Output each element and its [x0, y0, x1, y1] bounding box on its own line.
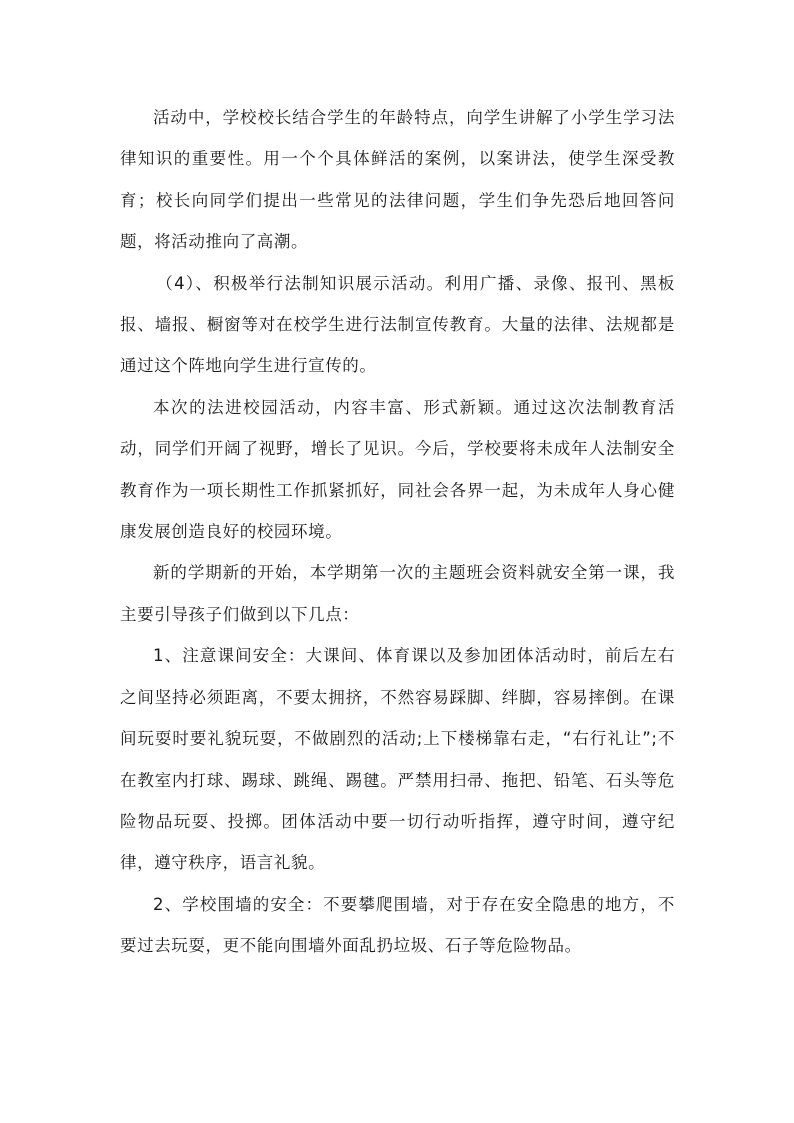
paragraph-wall-safety: 2、学校围墙的安全：不要攀爬围墙，对于存在安全隐患的地方，不要过去玩耍，更不能向围墙外面乱扔垃圾、石子等危险物品。	[120, 894, 675, 956]
document-page	[120, 97, 675, 967]
paragraph-legal-exhibition: （4）、积极举行法制知识展示活动。利用广播、录像、报刊、黑板报、墙报、橱窗等对在校学生进行法制宣传教育。大量的法律、法规都是通过这个阵地向学生进行宣传的。	[120, 273, 675, 376]
paragraph-activity-summary: 本次的法进校园活动，内容丰富、形式新颖。通过这次法制教育活动，同学们开阔了视野，增长了见识。今后，学校要将未成年人法制安全教育作为一项长期性工作抓紧抓好，同社会各界一起，为未成年人身心健康发展创造良好的校园环境。	[120, 397, 675, 542]
paragraph-new-semester: 新的学期新的开始，本学期第一次的主题班会资料就安全第一课，我主要引导孩子们做到以下几点：	[120, 563, 675, 624]
paragraph-activity-principal: 活动中，学校校长结合学生的年龄特点，向学生讲解了小学生学习法律知识的重要性。用一个个具体鲜活的案例，以案讲法，使学生深受教育；校长向同学们提出一些常见的法律问题，学生们争先恐后地回答问题，将活动推向了高潮。	[120, 108, 675, 252]
paragraph-break-safety: 1、注意课间安全：大课间、体育课以及参加团体活动时，前后左右之间坚持必须距离，不要太拥挤，不然容易踩脚、绊脚，容易摔倒。在课间玩耍时要礼貌玩耍，不做剧烈的活动;上下楼梯靠右走，“右行礼让”;不在教室内打球、踢球、跳绳、踢毽。严禁用扫帚、拖把、铅笔、石头等危险物品玩耍、投掷。团体活动中要一切行动听指挥，遵守时间，遵守纪律，遵守秩序，语言礼貌。	[120, 646, 675, 873]
